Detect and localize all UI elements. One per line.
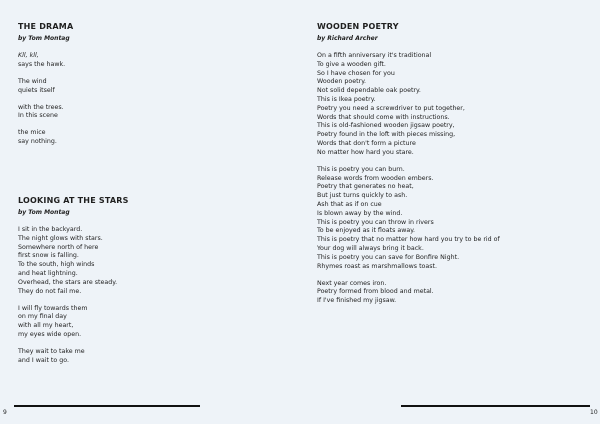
poem-line: On a fifth anniversary it's traditional <box>317 52 432 59</box>
poem-line: says the hawk. <box>18 60 66 68</box>
poem-line: The night glows with stars. <box>18 234 103 242</box>
poem-line: Somewhere north of here <box>18 243 99 251</box>
poem-line: Is blown away by the wind. <box>317 209 403 217</box>
poem-line: and I wait to go. <box>18 356 69 364</box>
poem-line: They wait to take me <box>18 347 85 355</box>
poem-line: the mice <box>18 129 46 137</box>
poem-line: Poetry found in the loft with pieces missing, <box>317 131 456 139</box>
poem-line: my eyes wide open. <box>18 330 82 338</box>
poem-line: To be enjoyed as it floats away. <box>317 227 416 235</box>
poem-author: by Tom Montag <box>18 209 70 216</box>
poem-wooden-poetry <box>317 22 500 314</box>
poem-line: Words that don't form a picture <box>317 139 416 147</box>
footer-rule <box>14 405 200 407</box>
poem-line: Words that should come with instructions. <box>317 113 450 121</box>
stanza <box>18 226 129 296</box>
footer-rule <box>401 405 590 407</box>
poem-line: They do not fail me. <box>18 287 82 295</box>
poem-line: I sit in the backyard. <box>18 226 83 233</box>
poem-line: No matter how hard you stare. <box>317 148 414 156</box>
page-number: 9 <box>3 409 7 416</box>
poem-line: Not solid dependable oak poetry. <box>317 87 421 95</box>
right-page <box>300 0 600 424</box>
poem-line: Poetry you need a screwdriver to put together, <box>317 104 465 112</box>
poem-line: Rhymes roast as marshmallows toast. <box>317 262 437 270</box>
poem-author: by Tom Montag <box>18 35 70 42</box>
poem-line: I will fly towards them <box>18 304 88 312</box>
poem-line: with all my heart, <box>18 322 74 330</box>
poem-line: Ash that as if on cue <box>317 200 382 208</box>
poem-line: This is poetry you can throw in rivers <box>317 218 434 226</box>
poem-line: quiets itself <box>18 86 55 94</box>
poem-line: Release words from wooden embers. <box>317 174 434 182</box>
poem-line: The wind <box>18 77 47 85</box>
poem-line: Wooden poetry. <box>317 78 367 86</box>
poem-looking-at-the-stars <box>18 196 129 374</box>
stanza <box>18 129 73 147</box>
page-number: 10 <box>590 409 598 416</box>
poem-line: Next year comes iron. <box>317 279 387 287</box>
poem-line: This is poetry you can burn. <box>317 165 405 173</box>
stanza <box>18 52 73 70</box>
poem-line: So I have chosen for you <box>317 69 395 77</box>
poem-line: Overhead, the stars are steady. <box>18 278 118 286</box>
poem-line: say nothing. <box>18 138 57 146</box>
poem-line: To the south, high winds <box>18 261 95 269</box>
stanza <box>317 166 500 272</box>
poem-line: Poetry formed from blood and metal. <box>317 288 434 296</box>
poem-line: and heat lightning. <box>18 269 78 277</box>
stanza <box>18 305 129 340</box>
poem-title: WOODEN POETRY <box>317 22 399 31</box>
poem-line: To give a wooden gift. <box>317 60 386 68</box>
poem-body <box>18 226 129 366</box>
stanza <box>18 348 129 366</box>
poem-body <box>317 52 500 306</box>
poem-line: with the trees. <box>18 103 64 111</box>
poem-title: THE DRAMA <box>18 22 74 31</box>
poem-line: first snow is falling. <box>18 252 79 260</box>
poem-line: Kll, kll, <box>18 52 39 59</box>
poem-line: Poetry that generates no heat, <box>317 183 414 191</box>
poem-body <box>18 52 73 147</box>
poem-line: This is poetry that no matter how hard you try to be rid of <box>317 236 500 244</box>
poem-line: If I've finished my jigsaw. <box>317 297 397 305</box>
poem-the-drama <box>18 22 73 155</box>
poem-line: In this scene <box>18 112 58 120</box>
stanza <box>317 280 500 306</box>
poem-line: Your dog will always bring it back. <box>317 244 424 252</box>
stanza <box>317 52 500 158</box>
stanza <box>18 78 73 96</box>
poem-line: This is old-fashioned wooden jigsaw poetry, <box>317 122 455 130</box>
poem-author: by Richard Archer <box>317 35 378 42</box>
stanza <box>18 104 73 122</box>
poem-line: on my final day <box>18 313 67 321</box>
poem-line: This is Ikea poetry. <box>317 95 376 103</box>
poem-line: This is poetry you can save for Bonfire Night. <box>317 253 460 261</box>
poem-title: LOOKING AT THE STARS <box>18 196 129 205</box>
poem-line: But just turns quickly to ash. <box>317 192 408 200</box>
